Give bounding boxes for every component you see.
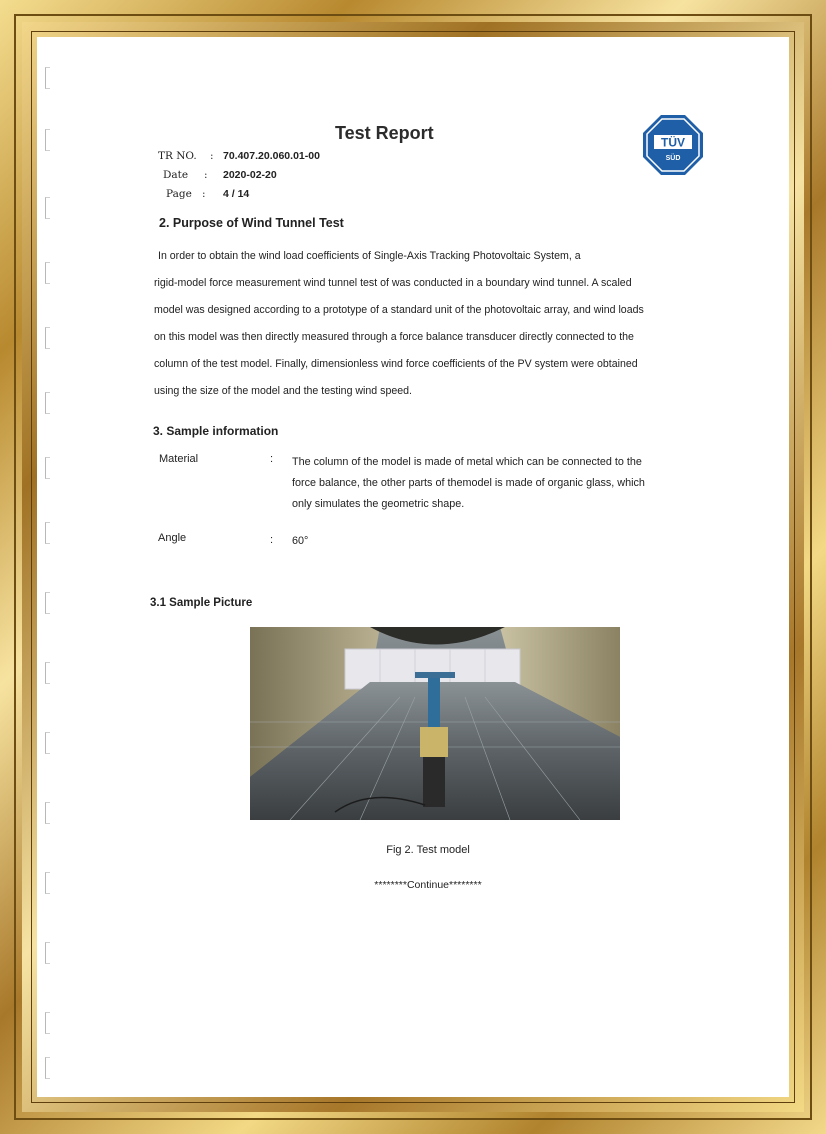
page-label: Page [166, 188, 192, 200]
paragraph-line: rigid-model force measurement wind tunnel test of was conducted in a boundary wind tunnel. A scaled [154, 277, 632, 289]
section-2-paragraph [154, 243, 714, 405]
document-page [37, 37, 789, 1097]
material-line: only simulates the geometric shape. [292, 498, 465, 510]
material-value [292, 452, 682, 515]
logo-text-bottom: SÜD [665, 155, 681, 162]
tr-no-value: 70.407.20.060.01-00 [223, 150, 320, 162]
page-colon: : [202, 188, 206, 200]
page-value: 4 / 14 [223, 188, 250, 200]
material-colon: : [270, 453, 274, 465]
angle-label: Angle [158, 532, 187, 544]
date-colon: : [204, 169, 208, 181]
paragraph-line: model was designed according to a prototype of a standard unit of the photovoltaic array, and wind loads [154, 304, 644, 316]
tuv-sud-logo [641, 113, 705, 177]
paragraph-line: column of the test model. Finally, dimensionless wind force coefficients of the PV system were obtained [154, 358, 638, 370]
binder-marks [45, 57, 51, 1087]
page-row [166, 188, 250, 200]
tr-no-label: TR NO. [158, 150, 197, 162]
material-line: The column of the model is made of metal which can be connected to the [292, 456, 642, 468]
wind-tunnel-photo [250, 627, 620, 820]
material-label: Material [159, 453, 199, 465]
angle-value: 60° [292, 535, 309, 547]
material-line: force balance, the other parts of themodel is made of organic glass, which [292, 477, 645, 489]
tr-no-colon: : [210, 150, 214, 162]
continue-marker: ********Continue******** [374, 879, 482, 891]
section-2-heading: 2. Purpose of Wind Tunnel Test [159, 216, 344, 230]
date-row [163, 169, 277, 181]
section-3-1-heading: 3.1 Sample Picture [150, 597, 253, 609]
angle-colon: : [270, 534, 274, 546]
date-label: Date [163, 169, 189, 181]
logo-text-top: TÜV [661, 135, 685, 150]
figure-caption: Fig 2. Test model [386, 844, 470, 856]
paragraph-line: using the size of the model and the testing wind speed. [154, 385, 412, 397]
section-3-heading: 3. Sample information [153, 424, 279, 438]
tr-no-row [158, 150, 320, 162]
report-title: Test Report [335, 123, 434, 143]
paragraph-line: In order to obtain the wind load coefficients of Single-Axis Tracking Photovoltaic System, a [158, 250, 581, 262]
paragraph-line: on this model was then directly measured through a force balance transducer directly connected to the [154, 331, 634, 343]
date-value: 2020-02-20 [223, 169, 277, 181]
